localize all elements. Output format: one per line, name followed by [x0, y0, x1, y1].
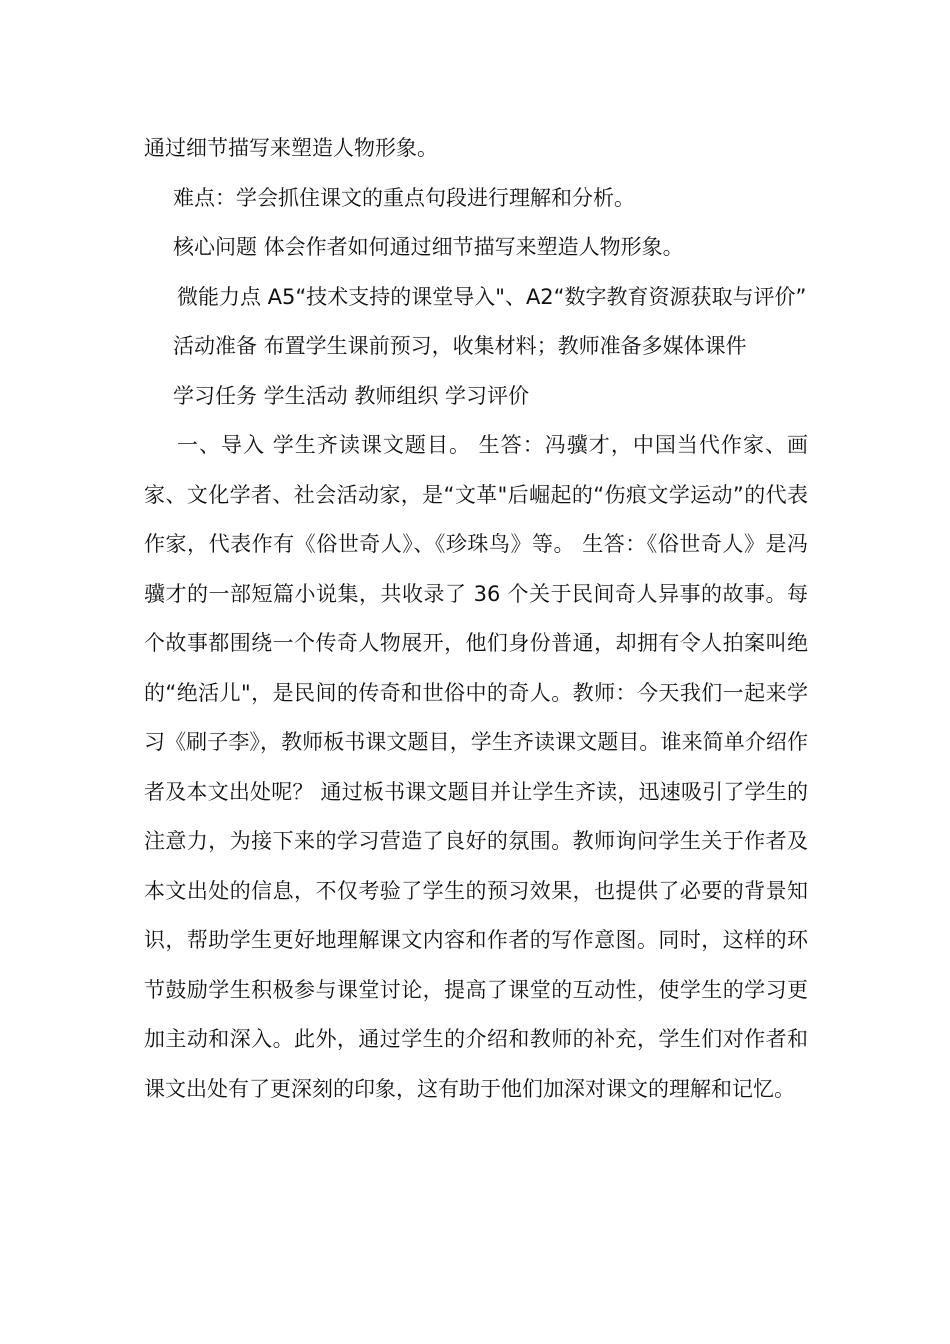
paragraph-table-header: 学习任务 学生活动 教师组织 学习评价: [173, 383, 530, 408]
paragraph-activity-preparation: 活动准备 布置学生课前预习，收集材料；教师准备多媒体课件: [173, 334, 747, 358]
paragraph-introduction: 一、导入 学生齐读课文题目。 生答：冯骥才，中国当代作家、画家、文化学者、社会活动家，是“文革"后崛起的“伤痕文学运动”的代表作家，代表作有《俗世奇人》、《珍珠鸟》等。 生答：《俗世奇人》是冯骥才的一部短篇小说集，共收录了 36 个关于民间奇人异事的故事。每个故事都围绕一个传奇人物展开，他们身份普通，却拥有令人拍案叫绝的“绝活儿"，是民间的传奇和世俗中的奇人。教师：今天我们一起来学习《刷子李》，教师板书课文题目，学生齐读课文题目。谁来简单介绍作者及本文出处呢？ 通过板书课文题目并让学生齐读，迅速吸引了学生的注意力，为接下来的学习营造了良好的氛围。教师询问学生关于作者及本文出处的信息，不仅考验了学生的预习效果，也提供了必要的背景知识，帮助学生更好地理解课文内容和作者的写作意图。同时，这样的环节鼓励学生积极参与课堂讨论，提高了课堂的互动性，使学生的学习更加主动和深入。此外，通过学生的介绍和教师的补充，学生们对作者和课文出处有了更深刻的印象，这有助于他们加深对课文的理解和记忆。: [144, 433, 808, 1101]
paragraph-micro-ability: 微能力点 A5“技术支持的课堂导入"、A2“数字教育资源获取与评价”: [177, 284, 807, 309]
paragraph-difficulty: 难点：学会抓住课文的重点句段进行理解和分析。: [173, 185, 635, 210]
paragraph-objective-continuation: 通过细节描写来塑造人物形象。: [144, 136, 438, 160]
document-page: [144, 124, 808, 1114]
paragraph-core-question: 核心问题 体会作者如何通过细节描写来塑造人物形象。: [173, 235, 684, 259]
